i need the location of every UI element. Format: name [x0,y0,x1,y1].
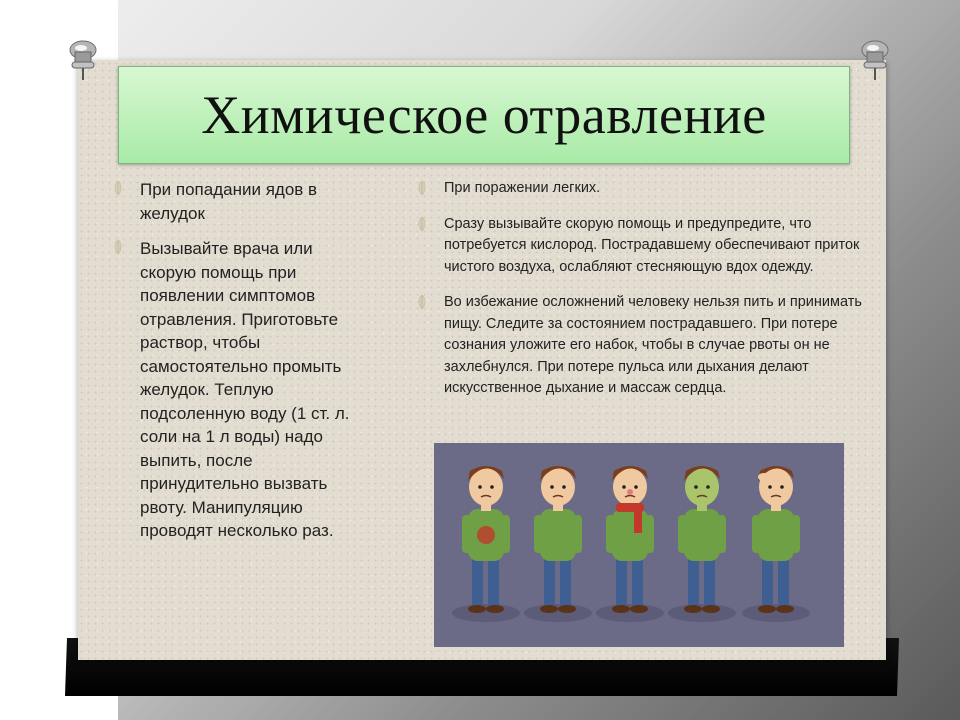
title-box [118,66,850,164]
list-item-text: Во избежание осложнений человеку нельзя пить и принимать пищу. Следите за состоянием пострадавшего. При потере сознания уложите его набок, чтобы в случае рвоты он не захлебнулся. При потере пульса или дыхания делают искусственное дыхание и массаж сердца. [444,294,862,396]
list-item [112,237,370,543]
pushpin-icon [66,38,100,82]
list-item [416,214,874,279]
leaf-bullet-icon [416,216,428,232]
leaf-bullet-icon [416,294,428,310]
list-item-text: При попадании ядов в желудок [140,180,318,223]
list-item [416,292,874,400]
leaf-bullet-icon [112,180,124,196]
list-item-text: При поражении легких. [444,180,601,196]
leaf-bullet-icon [416,180,428,196]
right-column [416,178,874,444]
pushpin-icon [858,38,892,82]
list-item-text: Сразу вызывайте скорую помощь и предупредите, что потребуется кислород. Пострадавшему обеспечивают приток чистого воздуха, ослабляют стесняющую вдох одежду. [444,215,860,275]
left-column [112,178,370,555]
leaf-bullet-icon [112,239,124,255]
list-item [416,178,874,200]
list-item [112,178,370,225]
slide-title: Химическое отравление [201,85,767,145]
sick-people-illustration [434,443,844,647]
list-item-text: Вызывайте врача или скорую помощь при появлении симптомов отравления. Приготовьте раствор, чтобы самостоятельно промыть желудок. Теплую подсоленную воду (1 ст. л. соли на 1 л воды) надо выпить, после принудительно вызвать рвоту. Манипуляцию проводят несколько раз. [140,239,350,540]
